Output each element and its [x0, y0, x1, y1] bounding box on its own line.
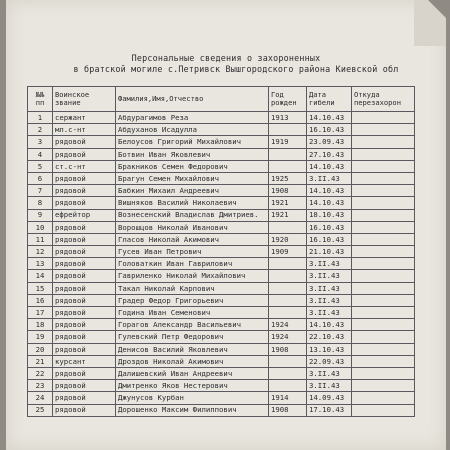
- row-death-date: 3.II.43: [307, 307, 352, 319]
- row-rank: рядовой: [53, 282, 116, 294]
- row-reburied-from: [352, 307, 415, 319]
- row-number: 6: [28, 172, 53, 184]
- row-death-date: 18.10.43: [307, 209, 352, 221]
- row-number: 15: [28, 282, 53, 294]
- row-name: Такал Николай Карпович: [116, 282, 269, 294]
- table-row: [28, 319, 415, 331]
- row-number: 10: [28, 221, 53, 233]
- row-rank: рядовой: [53, 367, 116, 379]
- row-birth-year: 1919: [269, 136, 307, 148]
- row-death-date: 13.10.43: [307, 343, 352, 355]
- row-birth-year: [269, 258, 307, 270]
- row-reburied-from: [352, 258, 415, 270]
- row-number: 18: [28, 319, 53, 331]
- row-name: Денисов Василий Яковлевич: [116, 343, 269, 355]
- row-birth-year: [269, 282, 307, 294]
- row-reburied-from: [352, 172, 415, 184]
- table-row: [28, 270, 415, 282]
- row-reburied-from: [352, 246, 415, 258]
- row-number: 20: [28, 343, 53, 355]
- header-reburied-from: Откуда перезахорон: [352, 87, 415, 112]
- row-reburied-from: [352, 136, 415, 148]
- row-birth-year: 1909: [269, 246, 307, 258]
- row-number: 7: [28, 185, 53, 197]
- row-death-date: 22.09.43: [307, 355, 352, 367]
- row-reburied-from: [352, 380, 415, 392]
- row-rank: ст.с-нт: [53, 160, 116, 172]
- row-rank: рядовой: [53, 380, 116, 392]
- row-death-date: 14.10.43: [307, 319, 352, 331]
- row-number: 2: [28, 124, 53, 136]
- row-name: Ботвин Иван Яковлевич: [116, 148, 269, 160]
- row-rank: рядовой: [53, 246, 116, 258]
- row-reburied-from: [352, 282, 415, 294]
- table-row: [28, 307, 415, 319]
- row-birth-year: 1913: [269, 112, 307, 124]
- row-rank: курсант: [53, 355, 116, 367]
- row-rank: рядовой: [53, 136, 116, 148]
- table-row: [28, 282, 415, 294]
- table-row: [28, 185, 415, 197]
- row-birth-year: [269, 380, 307, 392]
- row-name: Далишевский Иван Андреевич: [116, 367, 269, 379]
- row-death-date: 27.10.43: [307, 148, 352, 160]
- table-row: [28, 355, 415, 367]
- row-reburied-from: [352, 221, 415, 233]
- table-row: [28, 160, 415, 172]
- row-name: Бракников Семен Федорович: [116, 160, 269, 172]
- table-header-row: [28, 87, 415, 112]
- row-reburied-from: [352, 331, 415, 343]
- row-number: 16: [28, 294, 53, 306]
- row-rank: рядовой: [53, 221, 116, 233]
- row-death-date: 16.10.43: [307, 124, 352, 136]
- row-reburied-from: [352, 197, 415, 209]
- table-row: [28, 404, 415, 416]
- table-row: [28, 380, 415, 392]
- table-row: [28, 233, 415, 245]
- row-number: 14: [28, 270, 53, 282]
- document-page: [6, 0, 446, 450]
- row-death-date: 3.II.43: [307, 380, 352, 392]
- row-birth-year: 1924: [269, 319, 307, 331]
- row-name: Ворошцов Николай Иванович: [116, 221, 269, 233]
- row-birth-year: 1908: [269, 185, 307, 197]
- row-rank: рядовой: [53, 294, 116, 306]
- row-death-date: 3.II.43: [307, 282, 352, 294]
- row-death-date: 14.10.43: [307, 197, 352, 209]
- table-row: [28, 209, 415, 221]
- row-number: 8: [28, 197, 53, 209]
- row-death-date: 16.10.43: [307, 221, 352, 233]
- row-name: Гласов Николай Акимович: [116, 233, 269, 245]
- row-birth-year: [269, 270, 307, 282]
- row-birth-year: 1908: [269, 404, 307, 416]
- row-death-date: 3.II.43: [307, 270, 352, 282]
- row-death-date: 3.II.43: [307, 294, 352, 306]
- row-death-date: 3.II.43: [307, 172, 352, 184]
- row-birth-year: 1924: [269, 331, 307, 343]
- row-reburied-from: [352, 209, 415, 221]
- row-number: 23: [28, 380, 53, 392]
- row-birth-year: 1908: [269, 343, 307, 355]
- row-rank: рядовой: [53, 258, 116, 270]
- row-name: Абдуханов Исадулла: [116, 124, 269, 136]
- row-birth-year: [269, 160, 307, 172]
- table-row: [28, 392, 415, 404]
- row-number: 11: [28, 233, 53, 245]
- row-reburied-from: [352, 343, 415, 355]
- table-row: [28, 172, 415, 184]
- row-rank: рядовой: [53, 233, 116, 245]
- row-birth-year: 1921: [269, 209, 307, 221]
- row-name: Абдурагимов Реза: [116, 112, 269, 124]
- row-name: Вознесенский Владислав Дмитриев.: [116, 209, 269, 221]
- row-name: Гусев Иван Петрович: [116, 246, 269, 258]
- row-death-date: 14.10.43: [307, 185, 352, 197]
- row-reburied-from: [352, 392, 415, 404]
- row-death-date: 14.10.43: [307, 160, 352, 172]
- row-death-date: 22.10.43: [307, 331, 352, 343]
- row-rank: сержант: [53, 112, 116, 124]
- row-reburied-from: [352, 148, 415, 160]
- row-rank: рядовой: [53, 319, 116, 331]
- row-death-date: 14.09.43: [307, 392, 352, 404]
- header-number: №№ пп: [28, 87, 53, 112]
- row-reburied-from: [352, 367, 415, 379]
- row-birth-year: 1914: [269, 392, 307, 404]
- row-rank: рядовой: [53, 172, 116, 184]
- row-number: 19: [28, 331, 53, 343]
- table-row: [28, 112, 415, 124]
- row-birth-year: [269, 124, 307, 136]
- row-rank: рядовой: [53, 392, 116, 404]
- row-number: 17: [28, 307, 53, 319]
- table-row: [28, 367, 415, 379]
- row-number: 1: [28, 112, 53, 124]
- folded-corner: [414, 0, 446, 46]
- row-reburied-from: [352, 112, 415, 124]
- table-row: [28, 246, 415, 258]
- row-number: 24: [28, 392, 53, 404]
- row-number: 25: [28, 404, 53, 416]
- row-rank: рядовой: [53, 148, 116, 160]
- row-reburied-from: [352, 270, 415, 282]
- table-row: [28, 197, 415, 209]
- row-death-date: 3.II.43: [307, 258, 352, 270]
- header-name: Фамилия,Имя,Отчество: [116, 87, 269, 112]
- row-number: 13: [28, 258, 53, 270]
- table-row: [28, 343, 415, 355]
- row-number: 5: [28, 160, 53, 172]
- row-name: Джунусов Курбан: [116, 392, 269, 404]
- row-death-date: 14.10.43: [307, 112, 352, 124]
- row-number: 22: [28, 367, 53, 379]
- row-number: 21: [28, 355, 53, 367]
- row-number: 12: [28, 246, 53, 258]
- row-reburied-from: [352, 404, 415, 416]
- row-name: Головаткин Иван Гаврилович: [116, 258, 269, 270]
- row-name: Гулевский Петр Федорович: [116, 331, 269, 343]
- row-rank: мл.с-нт: [53, 124, 116, 136]
- table-row: [28, 258, 415, 270]
- row-reburied-from: [352, 185, 415, 197]
- row-rank: рядовой: [53, 185, 116, 197]
- row-death-date: 3.II.43: [307, 367, 352, 379]
- row-reburied-from: [352, 319, 415, 331]
- row-death-date: 21.10.43: [307, 246, 352, 258]
- row-name: Брагун Семен Михайлович: [116, 172, 269, 184]
- header-death-date: Дата гибели: [307, 87, 352, 112]
- table-row: [28, 331, 415, 343]
- row-name: Дорошенко Максим Филиппович: [116, 404, 269, 416]
- row-name: Горагов Александр Васильевич: [116, 319, 269, 331]
- row-reburied-from: [352, 294, 415, 306]
- row-name: Гавриленко Николай Михайлович: [116, 270, 269, 282]
- row-rank: ефрейтор: [53, 209, 116, 221]
- row-birth-year: [269, 221, 307, 233]
- row-name: Дроздов Николай Акимович: [116, 355, 269, 367]
- row-rank: рядовой: [53, 197, 116, 209]
- row-death-date: 23.09.43: [307, 136, 352, 148]
- row-birth-year: 1925: [269, 172, 307, 184]
- burial-register-table: [27, 86, 415, 417]
- row-rank: рядовой: [53, 343, 116, 355]
- row-name: Дмитренко Яков Нестерович: [116, 380, 269, 392]
- table-row: [28, 124, 415, 136]
- row-rank: рядовой: [53, 404, 116, 416]
- row-birth-year: [269, 355, 307, 367]
- document-subtitle: в братской могиле с.Петривск Вышгородского района Киевской обл: [73, 64, 399, 74]
- row-birth-year: [269, 294, 307, 306]
- table-row: [28, 148, 415, 160]
- table-row: [28, 136, 415, 148]
- row-death-date: 16.10.43: [307, 233, 352, 245]
- row-birth-year: [269, 148, 307, 160]
- row-rank: рядовой: [53, 307, 116, 319]
- row-number: 3: [28, 136, 53, 148]
- header-birth-year: Год рожден: [269, 87, 307, 112]
- row-name: Градер Федор Григорьевич: [116, 294, 269, 306]
- row-death-date: 17.10.43: [307, 404, 352, 416]
- row-name: Вишняков Василий Николаевич: [116, 197, 269, 209]
- row-reburied-from: [352, 233, 415, 245]
- row-rank: рядовой: [53, 270, 116, 282]
- row-name: Година Иван Семенович: [116, 307, 269, 319]
- row-reburied-from: [352, 355, 415, 367]
- row-birth-year: [269, 307, 307, 319]
- table-row: [28, 294, 415, 306]
- row-name: Бабкин Михаил Андреевич: [116, 185, 269, 197]
- row-birth-year: [269, 367, 307, 379]
- header-rank: Воинское звание: [53, 87, 116, 112]
- row-number: 4: [28, 148, 53, 160]
- table-row: [28, 221, 415, 233]
- document-title: Персональные сведения о захороненных: [131, 53, 321, 63]
- table-body: [28, 112, 415, 417]
- row-reburied-from: [352, 124, 415, 136]
- row-name: Белоусов Григорий Михайлович: [116, 136, 269, 148]
- row-reburied-from: [352, 160, 415, 172]
- row-rank: рядовой: [53, 331, 116, 343]
- row-number: 9: [28, 209, 53, 221]
- row-birth-year: 1920: [269, 233, 307, 245]
- row-birth-year: 1921: [269, 197, 307, 209]
